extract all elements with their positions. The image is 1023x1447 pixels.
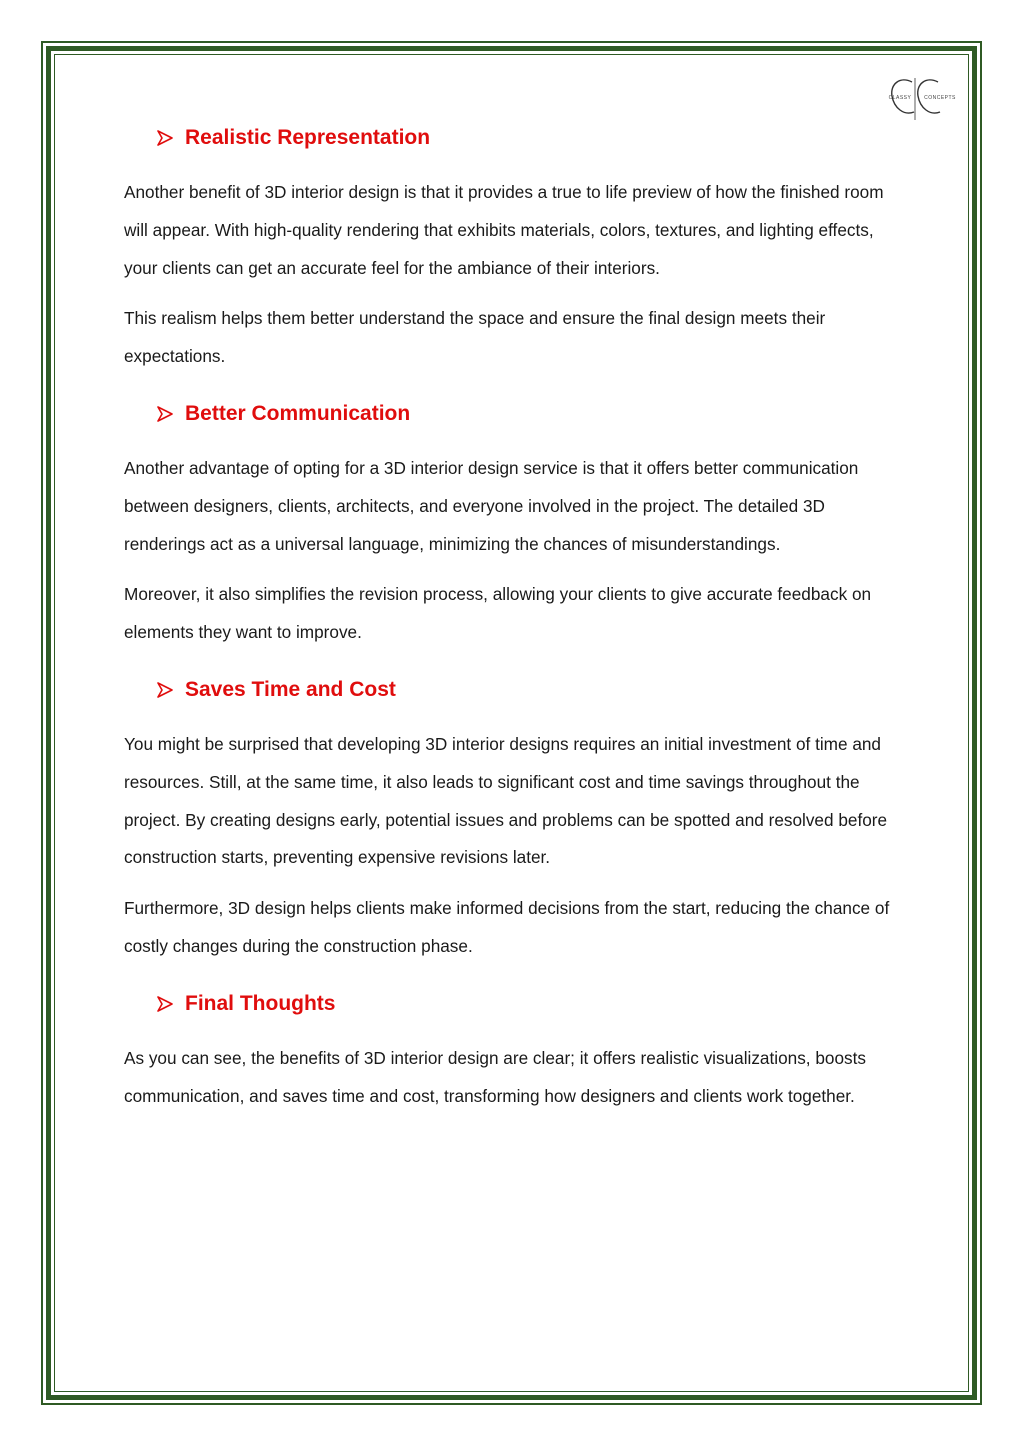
document-body [124, 118, 904, 1115]
paragraph: Another advantage of opting for a 3D interior design service is that it offers better communication between designers, clients, architects, and everyone involved in the project. The detailed 3D renderings act as a universal language, minimizing the chances of misunderstandings. [124, 457, 859, 554]
section-heading [157, 118, 904, 158]
paragraph: Furthermore, 3D design helps clients make informed decisions from the start, reducing the chance of costly changes during the construction phase. [124, 898, 890, 956]
cc-monogram-logo [878, 72, 960, 124]
paragraph: As you can see, the benefits of 3D interior design are clear; it offers realistic visualizations, boosts communication, and saves time and cost, transforming how designers and clients work together. [124, 1047, 866, 1106]
logo-left-text: CLASSY [888, 95, 912, 101]
paragraph: You might be surprised that developing 3D interior designs requires an initial investment of time and resources. Still, at the same time, it also leads to significant cost and time savings throughout the project. By creating designs early, potential issues and problems can be spotted and resolved before construction starts, preventing expensive revisions later. [124, 733, 888, 868]
arrow-bullet-icon [157, 996, 173, 1012]
arrow-bullet-icon [157, 130, 173, 146]
section-heading-text: Saves Time and Cost [185, 677, 396, 701]
logo-right-text: CONCEPTS [924, 95, 956, 101]
section-heading-text: Better Communication [185, 401, 411, 425]
paragraph: Another benefit of 3D interior design is that it provides a true to life preview of how the finished room will appear. With high-quality rendering that exhibits materials, colors, textures, and lighting effects, your clients can get an accurate feel for the ambiance of their interiors. [124, 182, 884, 278]
section-heading [157, 394, 904, 434]
section-heading [157, 670, 904, 710]
section-heading-text: Realistic Representation [185, 126, 431, 149]
arrow-bullet-icon [157, 682, 173, 698]
section-heading-text: Final Thoughts [185, 991, 336, 1015]
section-heading [157, 984, 904, 1024]
paragraph: Moreover, it also simplifies the revision process, allowing your clients to give accurate feedback on elements they want to improve. [124, 584, 872, 643]
paragraph: This realism helps them better understand the space and ensure the final design meets their expectations. [124, 308, 826, 367]
arrow-bullet-icon [157, 406, 173, 422]
